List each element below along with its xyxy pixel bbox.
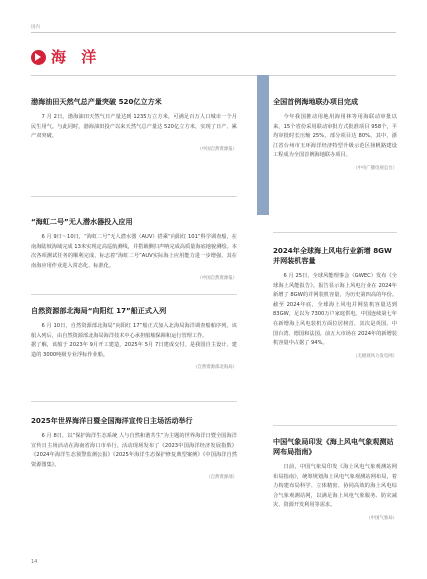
article-divider — [31, 294, 237, 295]
article-source: （中国气象局） — [366, 515, 397, 521]
header-divider — [31, 32, 396, 33]
article-bohai-gas — [31, 97, 237, 153]
article-divider — [31, 401, 237, 402]
article-source: （无极观风力发电网） — [353, 353, 397, 359]
article-title: 渤海油田天然气总产量突破 520亿立方米 — [31, 97, 162, 106]
article-weather-station-guide — [273, 437, 397, 522]
article-body: 日前，中国气象局印发《海上风电气象观测站网布局指南》，统筹规划海上风电气象观测站网布局，着力构建布局科学、立体精密、协同高效的海上风电综合气象观测站网，以满足海上风电气象服务、防灾减灾、资源开发利用等需求。 — [273, 464, 397, 509]
article-divider — [273, 232, 397, 233]
article-title: 全国首例海地联办项目完成 — [273, 97, 359, 106]
article-source: （中国自然资源报） — [197, 146, 237, 152]
article-title: 中国气象局印发《海上风电气象观测站网布局指南》 — [273, 437, 394, 456]
article-body: 7 月 2日，渤海油田天然气日产量达到 1235万立方米，可满足百万人口城市一个月民生用气。与此同时，渤海油田投产以来天然气总产量达 520亿立方米，实现了日产、累产双突破。 — [31, 114, 237, 140]
article-haihong-auv — [31, 217, 237, 282]
section-title — [31, 48, 101, 66]
article-source: （自然资源部北海局） — [193, 365, 237, 371]
article-title: 2025年世界海洋日暨全国海洋宣传日主场活动举行 — [31, 416, 193, 425]
article-world-oceans-day — [31, 416, 237, 481]
article-source: （中央广播电视总台） — [353, 165, 397, 171]
article-source: （自然资源部） — [206, 475, 237, 481]
header-category-label: 国内 — [31, 25, 40, 30]
article-body: 6 月 25日，全球风能理事会（GWEC）发布《全球海上风能报告》。报告显示海上风电行业在 2024年新增了 8GW的并网装机容量，为历史第四高的年份。截至 2024年底，全球海上风电并网装机容量达到 83GW，足以为 7300万户家庭供电。中国连续第七年在新增海上风电装机方面位居榜首，其次是英国、中国台湾、德国和法国。前五大市场在 2024年的新增装机容量中占据了 94%。 — [273, 273, 397, 347]
article-body: 6 月 8日，以“保护海洋生态系统 人与自然和谐共生”为主题的世界海洋日暨全国海洋宣传日主场活动在海南省海口市举行。活动现场发布了《2023中国海洋经济发展指数》《2024年海洋生态预警监测公报》《2025年海洋生态保护修复典型案例》《中国海洋自然资源图集》。 — [31, 433, 237, 468]
decorative-color-bar — [257, 75, 269, 215]
article-title: “海虹二号”无人潜水器投入应用 — [31, 217, 133, 226]
article-offshore-wind-gwec — [273, 246, 397, 360]
article-xiangyanghong-17 — [31, 306, 237, 371]
article-body: 6 月 9日～10日，“海虹二号”无人潜水器（AUV）搭乘“向阳红 101”科学调查船，在南海陆坡海域完成 13米实现定高巡航测线，并搭载侧扫声呐完成高质量海底地貌测绘。本次各项测试任务的顺利完成，标志着“海虹二号”AUV实际海上应用能力进一步增强，其在南海应用作业进入常态化、标准化。 — [31, 234, 237, 269]
article-title: 自然资源部北海局“向阳红 17”船正式入列 — [31, 306, 167, 315]
page-number: 14 — [31, 559, 38, 565]
section-divider — [31, 75, 396, 76]
article-sea-land-approval — [273, 97, 397, 172]
play-icon — [31, 50, 46, 65]
section-title-text: 海 洋 — [51, 48, 102, 66]
article-divider — [31, 196, 237, 197]
article-body: 6 月 10日，自然资源部北海局“向阳红 17”船正式加入北海局海洋调查船舶序列。该船入列后，由自然资源部北海局海洋技术中心承担船舶保障和运行管理工作。 据了解，该船于 2023年 9月开工建造，2025年 5月 7日建成交付。是我国自主设计、建造的 3000吨级专业浮标作业船。 — [31, 323, 237, 358]
article-divider — [273, 425, 397, 426]
article-body: 今年我国推动用地用海用林等用海联动审批以来，15个省份采用联动审批方式批准项目 958个，平均审批时长压缩 25%，部分项目达 80%。其中，浙江省台州市玉环海洋经济特型升级示范区扬帆路建设工程成为全国首例海地联办项目。 — [273, 114, 397, 159]
article-source: （中国自然资源报） — [197, 276, 237, 282]
article-title: 2024年全球海上风电行业新增 8GW并网装机容量 — [273, 246, 392, 265]
